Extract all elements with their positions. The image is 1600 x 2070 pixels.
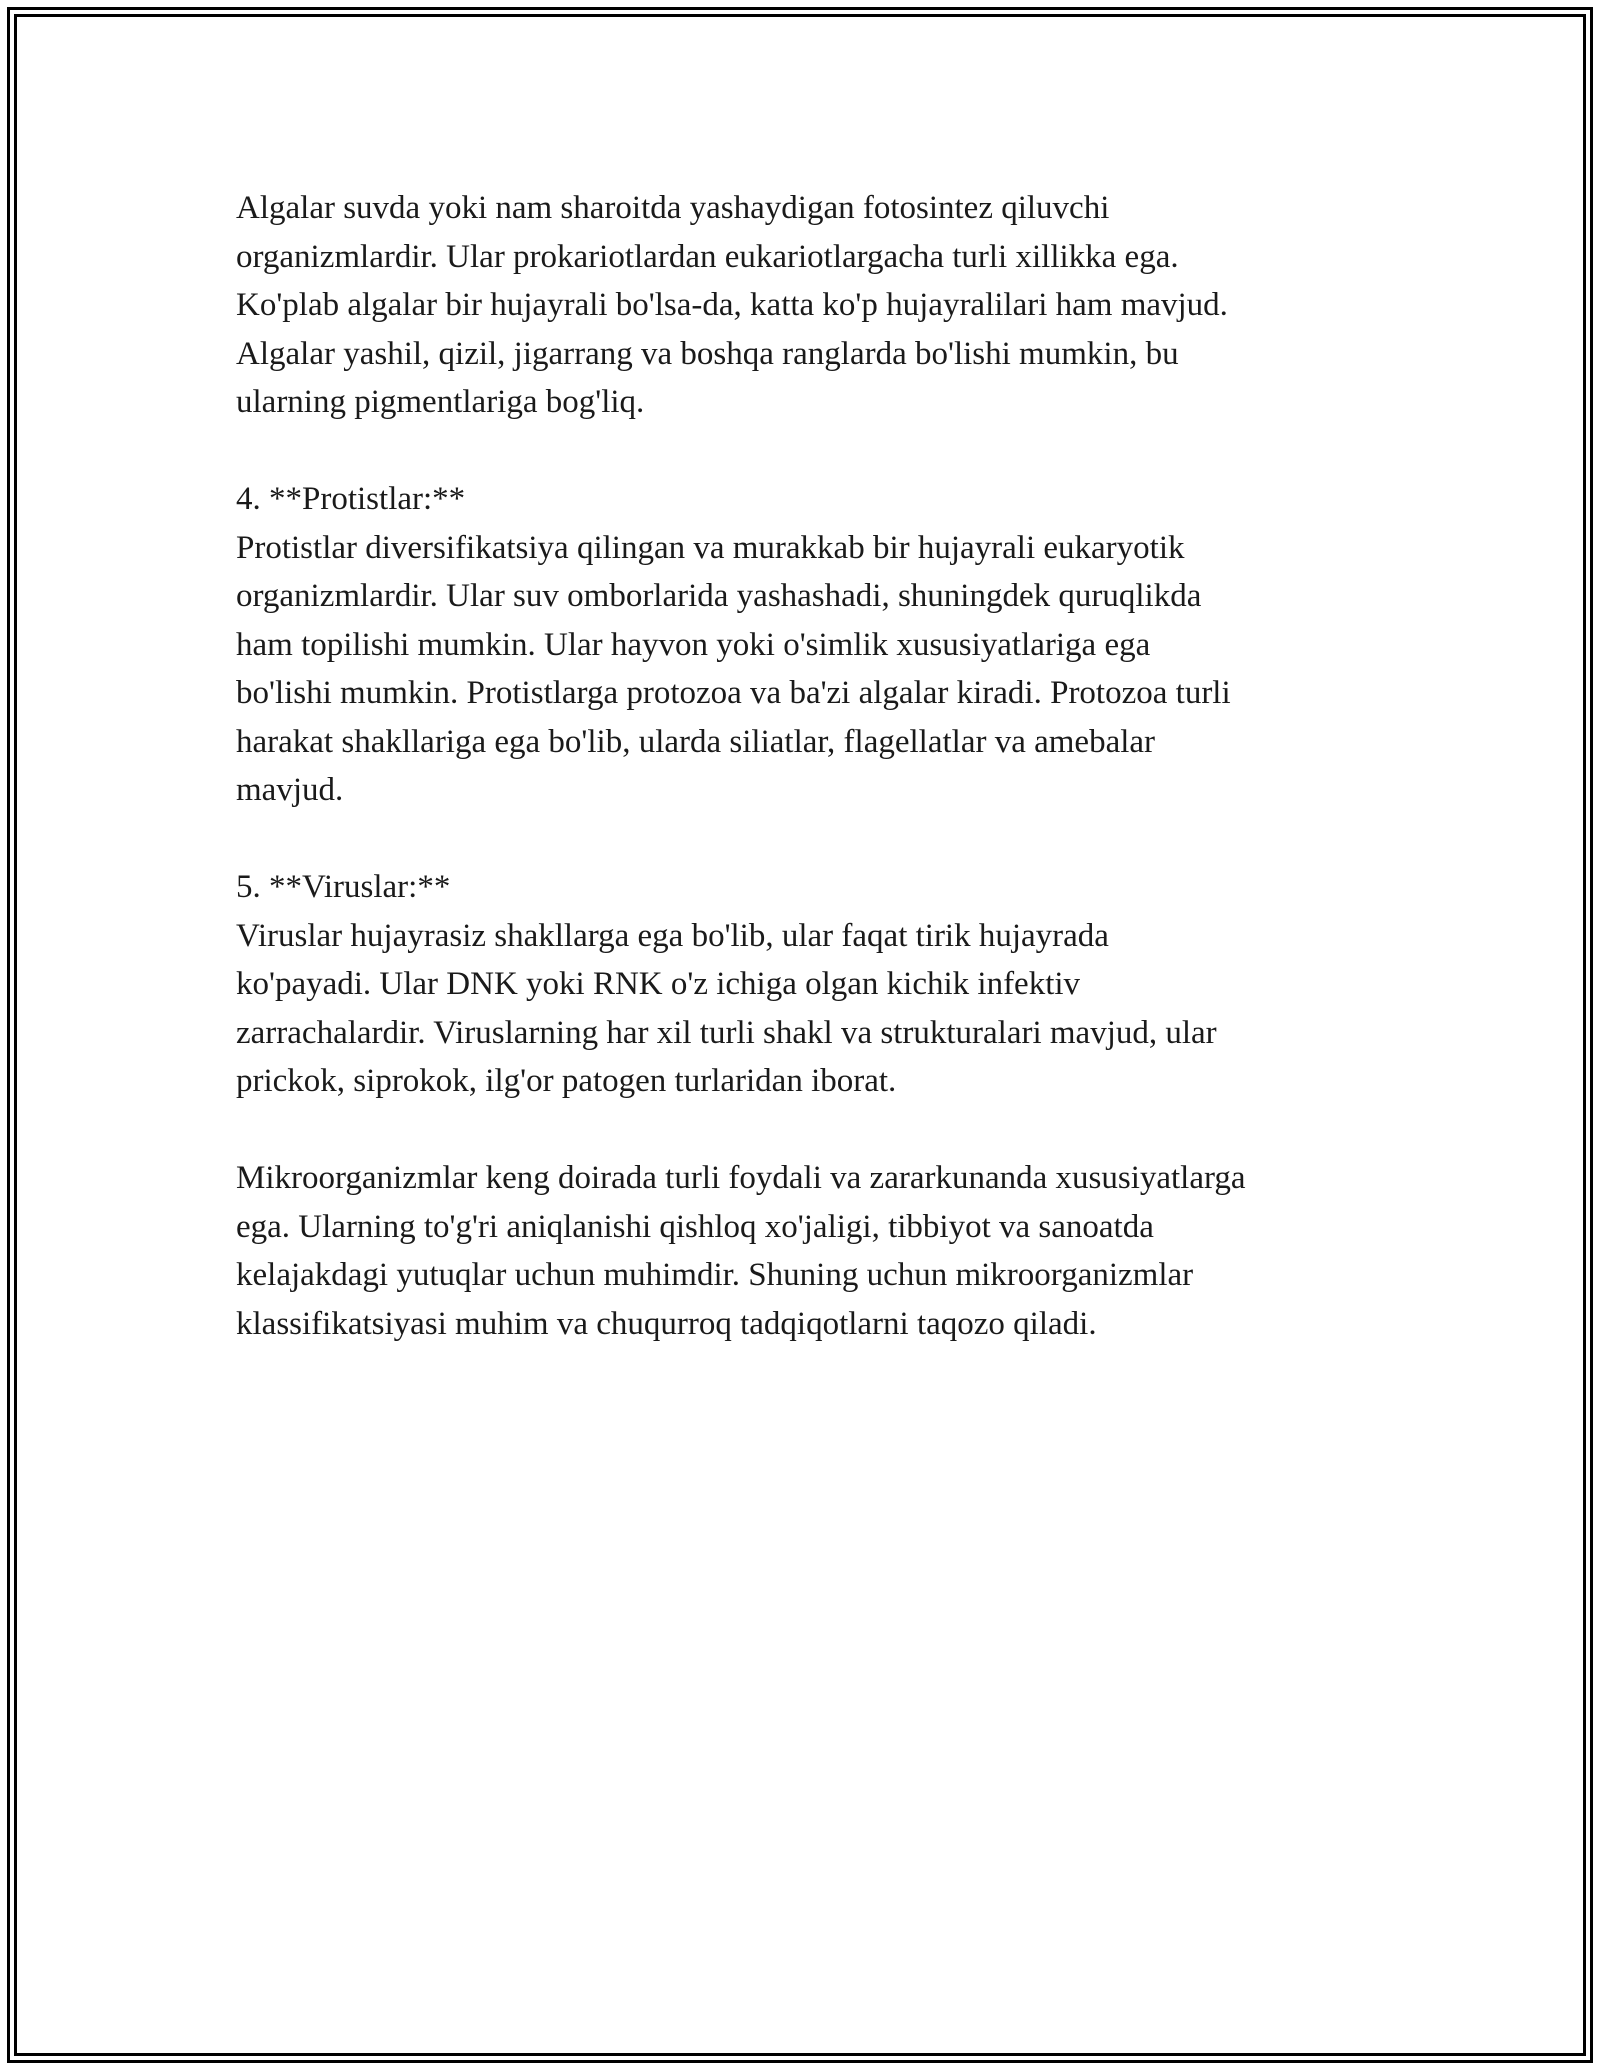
document-body — [236, 184, 1386, 1397]
paragraph-conclusion: Mikroorganizmlar keng doirada turli foydali va zararkunanda xususiyatlarga ega. Ularning to'g'ri aniqlanishi qishloq xo'jaligi, tibbiyot va sanoatda kelajakdagi yutuqlar uchun muhimdir. Shuning uchun mikroorganizmlar klassifikatsiyasi muhim va chuqurroq tadqiqotlarni taqozo qiladi. — [236, 1160, 1246, 1342]
section-heading-protists: 4. **Protistlar:** — [236, 481, 466, 517]
paragraph-viruses: Viruslar hujayrasiz shakllarga ega bo'lib, ular faqat tirik hujayrada ko'payadi. Ular DNK yoki RNK o'z ichiga olgan kichik infektiv zarrachalardir. Viruslarning har xil turli shakl va strukturalari mavjud, ular prickok, siprokok, ilg'or patogen turlaridan iborat. — [236, 917, 1217, 1099]
section-heading-viruses: 5. **Viruslar:** — [236, 869, 451, 905]
paragraph-protists: Protistlar diversifikatsiya qilingan va murakkab bir hujayrali eukaryotik organizmlardir. Ular suv omborlarida yashashadi, shuningdek quruqlikda ham topilishi mumkin. Ular hayvon yoki o'simlik xususiyatlariga ega bo'lishi mumkin. Protistlarga protozoa va ba'zi algalar kiradi. Protozoa turli harakat shakllariga ega bo'lib, ularda siliatlar, flagellatlar va amebalar mavjud. — [236, 529, 1231, 808]
paragraph-algae: Algalar suvda yoki nam sharoitda yashaydigan fotosintez qiluvchi organizmlardir. Ular prokariotlardan eukariotlargacha turli xillikka ega. Ko'plab algalar bir hujayrali bo'lsa-da, katta ko'p hujayralilari ham mavjud. Algalar yashil, qizil, jigarrang va boshqa ranglarda bo'lishi mumkin, bu ularning pigmentlariga bog'liq. — [236, 190, 1228, 420]
